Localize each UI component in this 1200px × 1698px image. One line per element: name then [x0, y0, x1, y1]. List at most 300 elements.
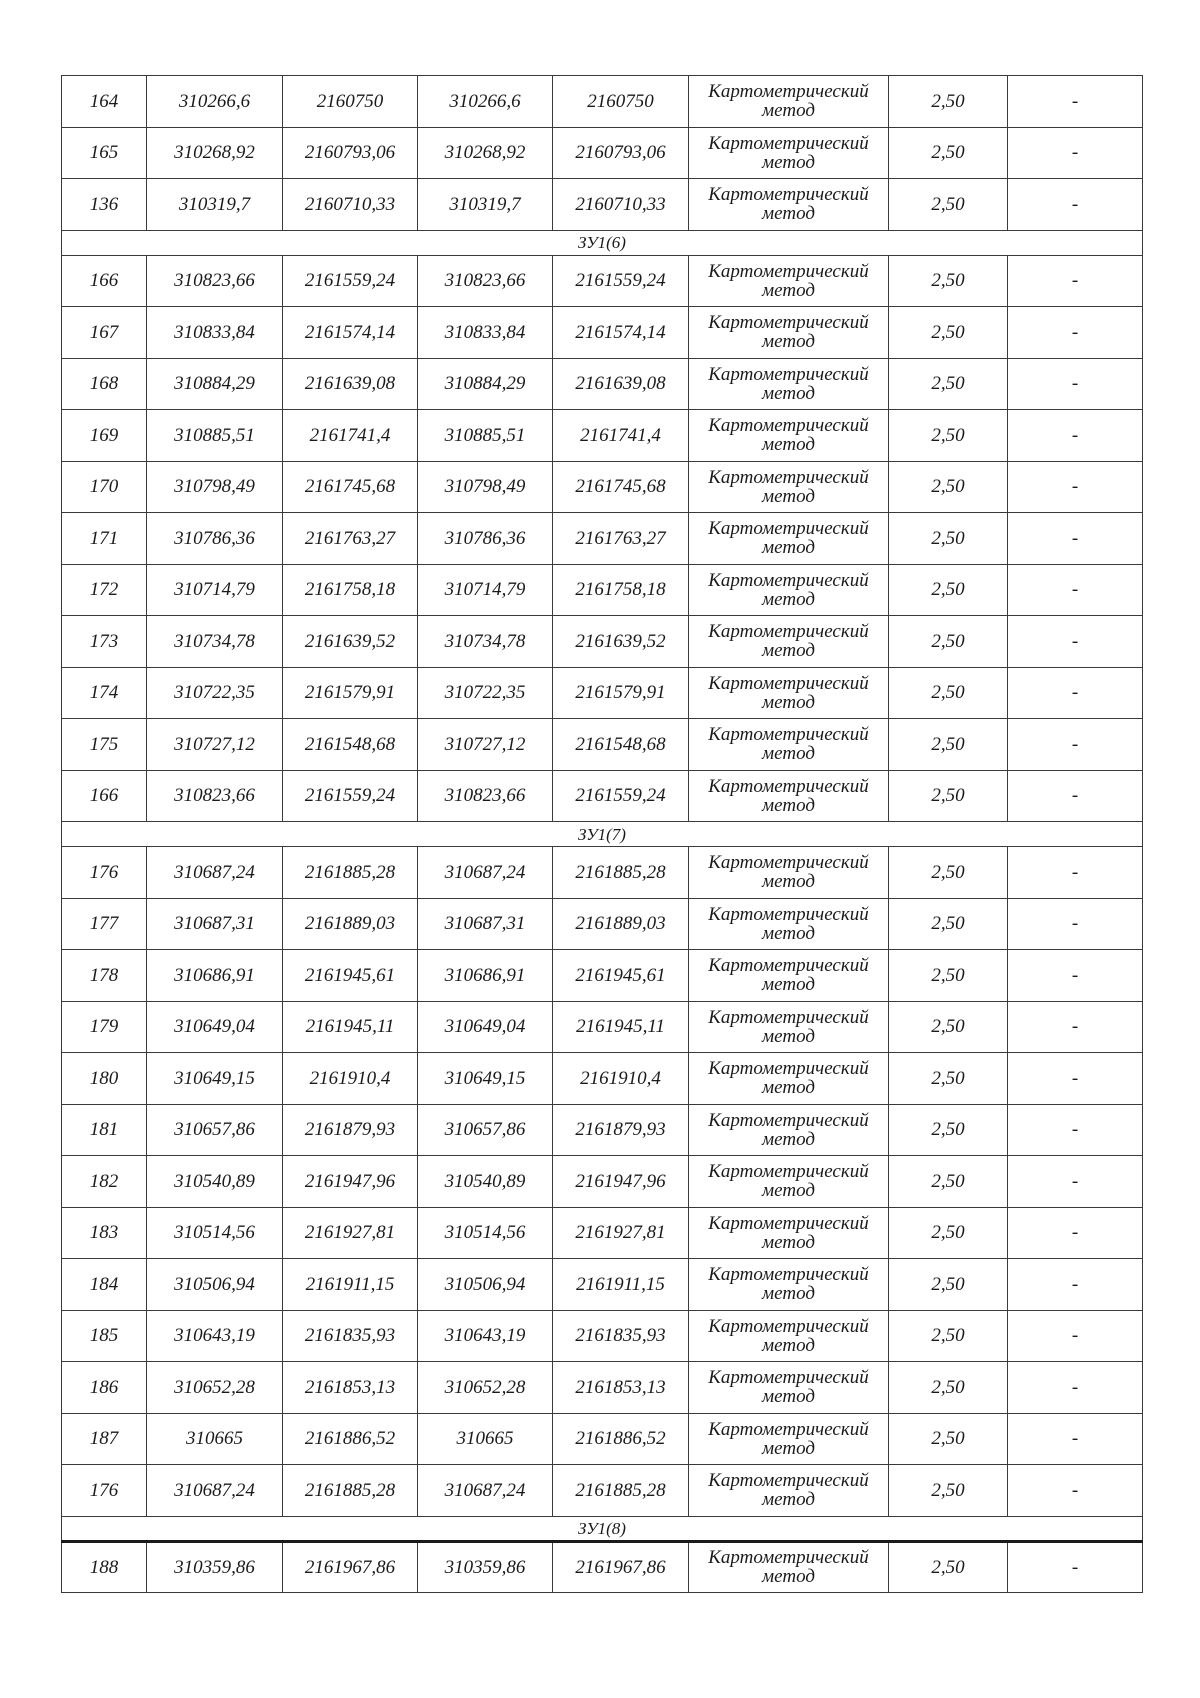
point-number-cell: 180 — [62, 1053, 147, 1105]
method-cell — [689, 127, 889, 179]
method-cell — [689, 1259, 889, 1311]
point-number-cell: 187 — [62, 1413, 147, 1465]
method-cell — [689, 513, 889, 565]
y-existing-cell: 2161885,28 — [283, 847, 418, 899]
y-new-cell: 2161885,28 — [553, 847, 689, 899]
note-cell: - — [1008, 564, 1143, 616]
y-existing-cell: 2161911,15 — [283, 1259, 418, 1311]
coordinates-table — [61, 75, 1143, 1593]
table-row — [62, 898, 1143, 950]
y-new-cell: 2161853,13 — [553, 1362, 689, 1414]
x-existing-cell: 310786,36 — [147, 513, 283, 565]
point-number-cell: 179 — [62, 1001, 147, 1053]
x-new-cell: 310885,51 — [418, 410, 553, 462]
table-row — [62, 1053, 1143, 1105]
note-cell: - — [1008, 1541, 1143, 1593]
x-existing-cell: 310649,15 — [147, 1053, 283, 1105]
point-number-cell: 170 — [62, 461, 147, 513]
method-line-2: метод — [762, 1437, 815, 1459]
method-line-2: метод — [762, 1566, 815, 1588]
section-header-row — [62, 230, 1143, 255]
table-row — [62, 513, 1143, 565]
note-cell: - — [1008, 1207, 1143, 1259]
method-line-1: Картометрический — [708, 132, 869, 154]
x-existing-cell: 310885,51 — [147, 410, 283, 462]
y-existing-cell: 2161886,52 — [283, 1413, 418, 1465]
point-number-cell: 168 — [62, 358, 147, 410]
method-cell — [689, 1104, 889, 1156]
y-existing-cell: 2161927,81 — [283, 1207, 418, 1259]
method-line-2: метод — [762, 203, 815, 225]
method-line-2: метод — [762, 537, 815, 559]
method-line-1: Картометрический — [708, 1547, 869, 1569]
method-cell — [689, 616, 889, 668]
note-cell: - — [1008, 1104, 1143, 1156]
method-line-1: Картометрический — [708, 363, 869, 385]
x-existing-cell: 310687,24 — [147, 847, 283, 899]
point-number-cell: 174 — [62, 667, 147, 719]
note-cell: - — [1008, 847, 1143, 899]
x-existing-cell: 310833,84 — [147, 307, 283, 359]
note-cell: - — [1008, 410, 1143, 462]
method-line-1: Картометрический — [708, 1161, 869, 1183]
method-line-1: Картометрический — [708, 312, 869, 334]
y-existing-cell: 2161835,93 — [283, 1310, 418, 1362]
method-line-2: метод — [762, 279, 815, 301]
method-cell — [689, 1001, 889, 1053]
method-line-1: Картометрический — [708, 1367, 869, 1389]
section-label: ЗУ1(7) — [62, 822, 1143, 847]
method-line-1: Картометрический — [708, 1058, 869, 1080]
note-cell: - — [1008, 179, 1143, 231]
point-number-cell: 166 — [62, 770, 147, 822]
y-new-cell: 2161911,15 — [553, 1259, 689, 1311]
accuracy-cell: 2,50 — [889, 461, 1008, 513]
point-number-cell: 165 — [62, 127, 147, 179]
section-header-row — [62, 1516, 1143, 1541]
y-new-cell: 2161885,28 — [553, 1465, 689, 1517]
table-row — [62, 1259, 1143, 1311]
method-cell — [689, 255, 889, 307]
method-cell — [689, 667, 889, 719]
method-line-1: Картометрический — [708, 1006, 869, 1028]
note-cell: - — [1008, 513, 1143, 565]
x-existing-cell: 310266,6 — [147, 76, 283, 128]
y-existing-cell: 2161758,18 — [283, 564, 418, 616]
note-cell: - — [1008, 1310, 1143, 1362]
y-existing-cell: 2161889,03 — [283, 898, 418, 950]
y-existing-cell: 2161910,4 — [283, 1053, 418, 1105]
point-number-cell: 184 — [62, 1259, 147, 1311]
x-new-cell: 310649,15 — [418, 1053, 553, 1105]
y-new-cell: 2160793,06 — [553, 127, 689, 179]
note-cell: - — [1008, 358, 1143, 410]
x-new-cell: 310687,31 — [418, 898, 553, 950]
x-existing-cell: 310714,79 — [147, 564, 283, 616]
method-line-2: метод — [762, 1283, 815, 1305]
x-existing-cell: 310514,56 — [147, 1207, 283, 1259]
note-cell: - — [1008, 1001, 1143, 1053]
point-number-cell: 171 — [62, 513, 147, 565]
table-row — [62, 1104, 1143, 1156]
method-line-2: метод — [762, 1334, 815, 1356]
method-line-2: метод — [762, 331, 815, 353]
table-row — [62, 307, 1143, 359]
point-number-cell: 181 — [62, 1104, 147, 1156]
y-new-cell: 2161741,4 — [553, 410, 689, 462]
x-new-cell: 310714,79 — [418, 564, 553, 616]
x-new-cell: 310506,94 — [418, 1259, 553, 1311]
method-cell — [689, 1465, 889, 1517]
accuracy-cell: 2,50 — [889, 1104, 1008, 1156]
table-row — [62, 1001, 1143, 1053]
accuracy-cell: 2,50 — [889, 950, 1008, 1002]
method-cell — [689, 1310, 889, 1362]
method-line-2: метод — [762, 382, 815, 404]
x-existing-cell: 310506,94 — [147, 1259, 283, 1311]
x-existing-cell: 310734,78 — [147, 616, 283, 668]
note-cell: - — [1008, 1259, 1143, 1311]
method-cell — [689, 307, 889, 359]
method-line-2: метод — [762, 871, 815, 893]
x-new-cell: 310687,24 — [418, 1465, 553, 1517]
x-existing-cell: 310798,49 — [147, 461, 283, 513]
x-existing-cell: 310884,29 — [147, 358, 283, 410]
y-new-cell: 2161763,27 — [553, 513, 689, 565]
x-new-cell: 310722,35 — [418, 667, 553, 719]
method-line-2: метод — [762, 151, 815, 173]
y-new-cell: 2161559,24 — [553, 255, 689, 307]
method-cell — [689, 847, 889, 899]
point-number-cell: 166 — [62, 255, 147, 307]
x-existing-cell: 310823,66 — [147, 770, 283, 822]
x-existing-cell: 310727,12 — [147, 719, 283, 771]
accuracy-cell: 2,50 — [889, 564, 1008, 616]
method-line-2: метод — [762, 691, 815, 713]
accuracy-cell: 2,50 — [889, 616, 1008, 668]
method-line-2: метод — [762, 485, 815, 507]
accuracy-cell: 2,50 — [889, 1310, 1008, 1362]
x-new-cell: 310686,91 — [418, 950, 553, 1002]
method-line-1: Картометрический — [708, 1315, 869, 1337]
x-new-cell: 310823,66 — [418, 770, 553, 822]
accuracy-cell: 2,50 — [889, 1413, 1008, 1465]
y-new-cell: 2161945,11 — [553, 1001, 689, 1053]
method-line-2: метод — [762, 434, 815, 456]
method-cell — [689, 1156, 889, 1208]
point-number-cell: 182 — [62, 1156, 147, 1208]
point-number-cell: 164 — [62, 76, 147, 128]
note-cell: - — [1008, 255, 1143, 307]
y-new-cell: 2161967,86 — [553, 1541, 689, 1593]
y-new-cell: 2161886,52 — [553, 1413, 689, 1465]
note-cell: - — [1008, 1465, 1143, 1517]
y-existing-cell: 2161947,96 — [283, 1156, 418, 1208]
method-line-1: Картометрический — [708, 1264, 869, 1286]
method-cell — [689, 564, 889, 616]
x-existing-cell: 310649,04 — [147, 1001, 283, 1053]
y-existing-cell: 2161745,68 — [283, 461, 418, 513]
method-line-2: метод — [762, 743, 815, 765]
table-row — [62, 1362, 1143, 1414]
section-label: ЗУ1(6) — [62, 230, 1143, 255]
method-cell — [689, 1207, 889, 1259]
accuracy-cell: 2,50 — [889, 1001, 1008, 1053]
x-new-cell: 310833,84 — [418, 307, 553, 359]
method-line-1: Картометрический — [708, 81, 869, 103]
method-line-1: Картометрический — [708, 852, 869, 874]
y-existing-cell: 2161574,14 — [283, 307, 418, 359]
method-cell — [689, 770, 889, 822]
method-cell — [689, 461, 889, 513]
x-new-cell: 310798,49 — [418, 461, 553, 513]
note-cell: - — [1008, 1053, 1143, 1105]
y-existing-cell: 2161945,61 — [283, 950, 418, 1002]
table-row — [62, 667, 1143, 719]
method-line-2: метод — [762, 922, 815, 944]
x-new-cell: 310266,6 — [418, 76, 553, 128]
table-row — [62, 847, 1143, 899]
method-line-2: метод — [762, 1180, 815, 1202]
method-line-1: Картометрический — [708, 1470, 869, 1492]
y-new-cell: 2161947,96 — [553, 1156, 689, 1208]
y-existing-cell: 2161741,4 — [283, 410, 418, 462]
y-new-cell: 2161945,61 — [553, 950, 689, 1002]
accuracy-cell: 2,50 — [889, 127, 1008, 179]
point-number-cell: 167 — [62, 307, 147, 359]
method-cell — [689, 1541, 889, 1593]
x-existing-cell: 310643,19 — [147, 1310, 283, 1362]
x-new-cell: 310540,89 — [418, 1156, 553, 1208]
point-number-cell: 186 — [62, 1362, 147, 1414]
y-existing-cell: 2161579,91 — [283, 667, 418, 719]
point-number-cell: 176 — [62, 847, 147, 899]
table-row — [62, 770, 1143, 822]
method-cell — [689, 76, 889, 128]
accuracy-cell: 2,50 — [889, 1053, 1008, 1105]
y-existing-cell: 2161559,24 — [283, 770, 418, 822]
method-line-2: метод — [762, 1077, 815, 1099]
table-row — [62, 255, 1143, 307]
accuracy-cell: 2,50 — [889, 1541, 1008, 1593]
accuracy-cell: 2,50 — [889, 307, 1008, 359]
method-line-1: Картометрический — [708, 569, 869, 591]
table-row — [62, 410, 1143, 462]
table-row — [62, 358, 1143, 410]
method-cell — [689, 898, 889, 950]
method-cell — [689, 950, 889, 1002]
y-new-cell: 2161745,68 — [553, 461, 689, 513]
y-existing-cell: 2160793,06 — [283, 127, 418, 179]
y-existing-cell: 2161945,11 — [283, 1001, 418, 1053]
x-new-cell: 310359,86 — [418, 1541, 553, 1593]
table-row — [62, 461, 1143, 513]
y-new-cell: 2161548,68 — [553, 719, 689, 771]
y-new-cell: 2161559,24 — [553, 770, 689, 822]
accuracy-cell: 2,50 — [889, 255, 1008, 307]
point-number-cell: 177 — [62, 898, 147, 950]
accuracy-cell: 2,50 — [889, 358, 1008, 410]
x-existing-cell: 310652,28 — [147, 1362, 283, 1414]
note-cell: - — [1008, 1362, 1143, 1414]
method-line-1: Картометрический — [708, 415, 869, 437]
accuracy-cell: 2,50 — [889, 1207, 1008, 1259]
coordinates-table-body — [62, 76, 1143, 1593]
x-existing-cell: 310722,35 — [147, 667, 283, 719]
method-line-1: Картометрический — [708, 955, 869, 977]
method-cell — [689, 1413, 889, 1465]
accuracy-cell: 2,50 — [889, 1362, 1008, 1414]
x-existing-cell: 310540,89 — [147, 1156, 283, 1208]
note-cell: - — [1008, 719, 1143, 771]
table-row — [62, 1310, 1143, 1362]
y-existing-cell: 2161967,86 — [283, 1541, 418, 1593]
table-row — [62, 179, 1143, 231]
method-line-2: метод — [762, 974, 815, 996]
x-existing-cell: 310319,7 — [147, 179, 283, 231]
accuracy-cell: 2,50 — [889, 76, 1008, 128]
table-row — [62, 1541, 1143, 1593]
note-cell: - — [1008, 1156, 1143, 1208]
y-existing-cell: 2161639,08 — [283, 358, 418, 410]
y-existing-cell: 2161639,52 — [283, 616, 418, 668]
method-line-2: метод — [762, 588, 815, 610]
table-row — [62, 950, 1143, 1002]
y-new-cell: 2160750 — [553, 76, 689, 128]
x-new-cell: 310687,24 — [418, 847, 553, 899]
table-row — [62, 127, 1143, 179]
table-row — [62, 616, 1143, 668]
method-line-2: метод — [762, 1231, 815, 1253]
point-number-cell: 176 — [62, 1465, 147, 1517]
table-row — [62, 1413, 1143, 1465]
y-new-cell: 2161639,08 — [553, 358, 689, 410]
note-cell: - — [1008, 461, 1143, 513]
y-existing-cell: 2161879,93 — [283, 1104, 418, 1156]
method-line-2: метод — [762, 100, 815, 122]
x-new-cell: 310665 — [418, 1413, 553, 1465]
point-number-cell: 172 — [62, 564, 147, 616]
y-existing-cell: 2160750 — [283, 76, 418, 128]
note-cell: - — [1008, 898, 1143, 950]
x-new-cell: 310884,29 — [418, 358, 553, 410]
method-cell — [689, 719, 889, 771]
method-line-1: Картометрический — [708, 724, 869, 746]
method-cell — [689, 179, 889, 231]
table-row — [62, 564, 1143, 616]
point-number-cell: 178 — [62, 950, 147, 1002]
accuracy-cell: 2,50 — [889, 1259, 1008, 1311]
y-existing-cell: 2160710,33 — [283, 179, 418, 231]
method-line-1: Картометрический — [708, 1212, 869, 1234]
accuracy-cell: 2,50 — [889, 179, 1008, 231]
accuracy-cell: 2,50 — [889, 513, 1008, 565]
x-existing-cell: 310687,31 — [147, 898, 283, 950]
accuracy-cell: 2,50 — [889, 1156, 1008, 1208]
point-number-cell: 173 — [62, 616, 147, 668]
y-new-cell: 2161579,91 — [553, 667, 689, 719]
point-number-cell: 169 — [62, 410, 147, 462]
method-line-1: Картометрический — [708, 903, 869, 925]
note-cell: - — [1008, 127, 1143, 179]
x-new-cell: 310514,56 — [418, 1207, 553, 1259]
method-line-1: Картометрический — [708, 621, 869, 643]
note-cell: - — [1008, 1413, 1143, 1465]
y-new-cell: 2161639,52 — [553, 616, 689, 668]
x-existing-cell: 310268,92 — [147, 127, 283, 179]
method-line-2: метод — [762, 1128, 815, 1150]
x-new-cell: 310727,12 — [418, 719, 553, 771]
method-line-1: Картометрический — [708, 1109, 869, 1131]
method-cell — [689, 1053, 889, 1105]
method-line-2: метод — [762, 794, 815, 816]
y-new-cell: 2161758,18 — [553, 564, 689, 616]
y-new-cell: 2161910,4 — [553, 1053, 689, 1105]
method-cell — [689, 410, 889, 462]
table-row — [62, 1207, 1143, 1259]
x-new-cell: 310786,36 — [418, 513, 553, 565]
x-new-cell: 310823,66 — [418, 255, 553, 307]
method-line-2: метод — [762, 1025, 815, 1047]
table-row — [62, 76, 1143, 128]
x-new-cell: 310652,28 — [418, 1362, 553, 1414]
y-new-cell: 2161879,93 — [553, 1104, 689, 1156]
method-line-2: метод — [762, 1489, 815, 1511]
accuracy-cell: 2,50 — [889, 770, 1008, 822]
y-new-cell: 2161835,93 — [553, 1310, 689, 1362]
y-existing-cell: 2161763,27 — [283, 513, 418, 565]
method-line-1: Картометрический — [708, 1418, 869, 1440]
note-cell: - — [1008, 770, 1143, 822]
method-line-1: Картометрический — [708, 466, 869, 488]
method-line-1: Картометрический — [708, 184, 869, 206]
accuracy-cell: 2,50 — [889, 667, 1008, 719]
x-new-cell: 310734,78 — [418, 616, 553, 668]
method-cell — [689, 358, 889, 410]
x-new-cell: 310319,7 — [418, 179, 553, 231]
accuracy-cell: 2,50 — [889, 847, 1008, 899]
note-cell: - — [1008, 616, 1143, 668]
accuracy-cell: 2,50 — [889, 719, 1008, 771]
point-number-cell: 136 — [62, 179, 147, 231]
x-existing-cell: 310657,86 — [147, 1104, 283, 1156]
y-existing-cell: 2161548,68 — [283, 719, 418, 771]
method-cell — [689, 1362, 889, 1414]
accuracy-cell: 2,50 — [889, 1465, 1008, 1517]
y-new-cell: 2161574,14 — [553, 307, 689, 359]
note-cell: - — [1008, 307, 1143, 359]
accuracy-cell: 2,50 — [889, 898, 1008, 950]
y-new-cell: 2160710,33 — [553, 179, 689, 231]
x-new-cell: 310643,19 — [418, 1310, 553, 1362]
method-line-2: метод — [762, 640, 815, 662]
x-existing-cell: 310823,66 — [147, 255, 283, 307]
x-existing-cell: 310687,24 — [147, 1465, 283, 1517]
section-header-row — [62, 822, 1143, 847]
x-existing-cell: 310686,91 — [147, 950, 283, 1002]
x-new-cell: 310657,86 — [418, 1104, 553, 1156]
method-line-1: Картометрический — [708, 518, 869, 540]
note-cell: - — [1008, 950, 1143, 1002]
x-existing-cell: 310665 — [147, 1413, 283, 1465]
note-cell: - — [1008, 667, 1143, 719]
x-new-cell: 310268,92 — [418, 127, 553, 179]
table-row — [62, 1156, 1143, 1208]
y-existing-cell: 2161853,13 — [283, 1362, 418, 1414]
method-line-1: Картометрический — [708, 672, 869, 694]
point-number-cell: 188 — [62, 1541, 147, 1593]
accuracy-cell: 2,50 — [889, 410, 1008, 462]
